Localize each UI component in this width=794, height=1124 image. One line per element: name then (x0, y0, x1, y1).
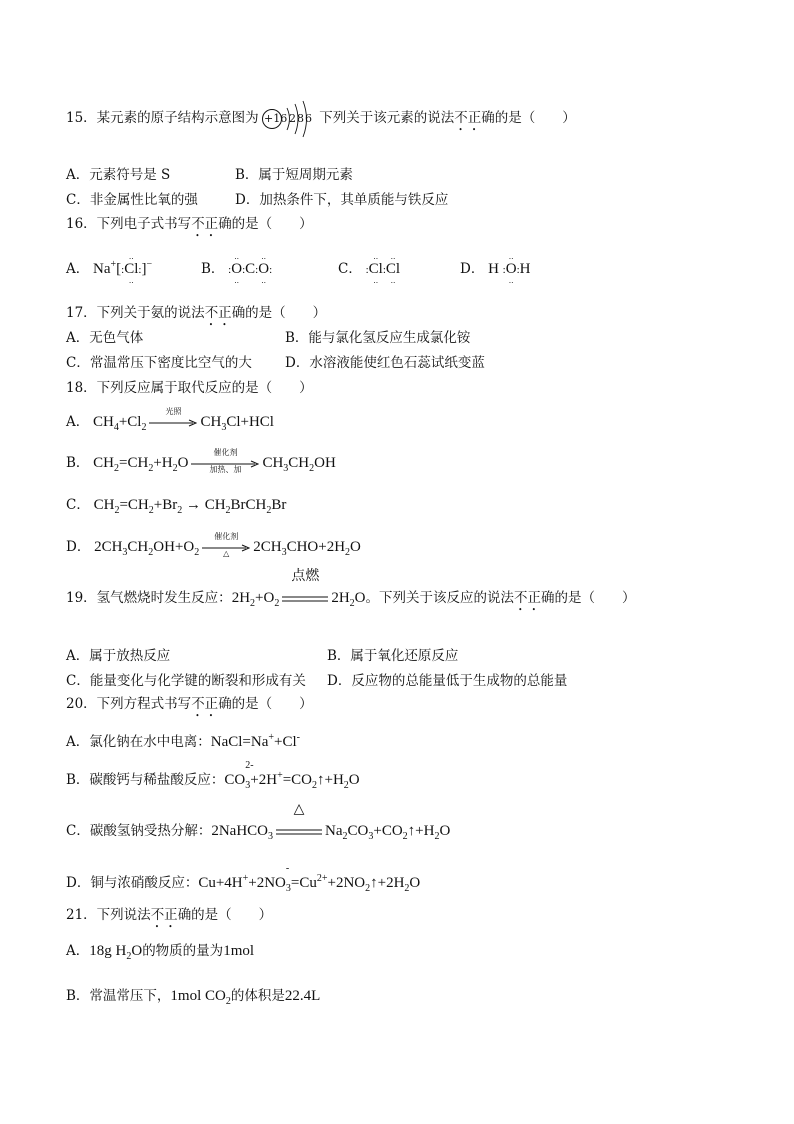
q19-option-a[interactable]: A．属于放热反应 (66, 648, 171, 664)
shell-2-count: 8 (296, 111, 304, 125)
q18-a-arrow (149, 406, 197, 432)
q20-a-text: A．氯化钠在水中电离： (66, 734, 211, 750)
q17-option-b[interactable]: B．能与氯化氢反应生成氯化铵 (285, 330, 471, 346)
q16-d-o: • • O • • (506, 260, 517, 278)
q19-option-d[interactable]: D．反应物的总能量低于生成物的总能量 (327, 673, 568, 689)
q16-b-o1: • • O • • (231, 260, 242, 278)
q17-stem (66, 304, 326, 329)
q18-b-cond-bot: 加热、加 (209, 464, 242, 474)
q20-c-cond: △ (293, 801, 305, 817)
q16-b-c: C (245, 261, 256, 277)
shell-1-count: 2 (288, 111, 296, 125)
q20-c-text: C．碳酸氢钠受热分解： (66, 823, 212, 839)
q17-stem-end: 确的是（ ） (231, 305, 327, 321)
q18-d-cond-bot: △ (223, 548, 230, 558)
q20-option-a[interactable]: A．氯化钠在水中电离：NaCl=Na++Cl- (66, 732, 300, 750)
q16-stem (66, 215, 313, 240)
q18-option-a[interactable]: A． $CH_4+Cl_2$ 光照 $CH_3Cl+HCl$ (66, 413, 274, 432)
q16-b-o2: • • O • • (258, 260, 269, 278)
q16-a-na: Na (93, 261, 111, 277)
q19-stem-end: 确的是（ ） (541, 590, 636, 606)
q15-stem (66, 109, 576, 134)
q16-option-d[interactable]: D． H :• • O • •:H (460, 260, 530, 279)
q21-stem-emph: 不正 (150, 907, 178, 923)
q16-stem-end: 确的是（ ） (218, 216, 313, 232)
q15-option-d[interactable]: D．加热条件下，其单质能与铁反应 (235, 192, 449, 208)
q16-option-c[interactable]: C． :• • Cl • •:• • Cl • • (338, 260, 400, 279)
q20-option-c[interactable]: C．碳酸氢钠受热分解：2NaHCO$_3$ △ $Na_2CO_3+CO_2↑+H_2O$ (66, 801, 451, 842)
q18-a-cond: 光照 (165, 406, 182, 416)
q16-c-cl1: • • Cl • • (369, 260, 383, 278)
q18-b-cond-top: 催化剂 (213, 447, 238, 457)
q20-stem-emph: 不正 (191, 696, 219, 712)
q20-option-b[interactable]: B．碳酸钙与稀盐酸反应：CO $_{2- 3}+2H^+=CO_2↑+H_2O$ (66, 760, 360, 791)
q15-option-c[interactable]: C．非金属性比氧的强 (66, 192, 198, 208)
q21-stem-end: 确的是（ ） (177, 907, 273, 923)
q15-stem-pre: 15．某元素的原子结构示意图为 (66, 110, 259, 126)
q19-equation: $2H_2+O_2$ 点燃 $2H_2O$ (231, 568, 366, 609)
q16-c-label: C． (338, 261, 362, 277)
q19-stem-emph: 不正 (514, 590, 542, 606)
q19-stem-mid: 。下列关于该反应的说法 (365, 590, 515, 606)
q16-b-label: B． (201, 261, 225, 277)
q21-b-tail: 的体积是 (230, 988, 285, 1004)
q16-stem-emph: 不正 (191, 216, 219, 232)
q20-stem-pre: 20．下列方程式书写 (66, 696, 192, 712)
q16-stem-pre: 16．下列电子式书写 (66, 216, 192, 232)
q20-d-text: D．铜与浓硝酸反应： (66, 875, 199, 891)
q20-b-text: B．碳酸钙与稀盐酸反应： (66, 772, 225, 788)
q17-option-c[interactable]: C．常温常压下密度比空气的大 (66, 355, 252, 371)
q18-d-arrow (202, 531, 250, 558)
q19-stem-pre: 19．氢气燃烧时发生反应： (66, 590, 232, 606)
q19-cond: 点燃 (291, 568, 320, 584)
q18-d-label: D． (66, 539, 91, 555)
q21-option-b[interactable]: B．常温常压下，1mol $CO_2$的体积是22.4L (66, 988, 321, 1007)
q20-c-equals (276, 801, 322, 841)
q18-c-label: C． (66, 497, 90, 513)
q16-option-a[interactable]: A． Na+[:• • Cl • •:]− (66, 260, 152, 279)
q16-a-cl: • • Cl • • (124, 260, 138, 278)
q16-d-label: D． (460, 261, 485, 277)
q18-stem: 18．下列反应属于取代反应的是（ ） (66, 380, 313, 396)
q19-stem (66, 568, 636, 614)
q18-b-arrow (191, 447, 259, 474)
q19-equals (282, 568, 328, 608)
q16-d-h2: H (519, 261, 531, 277)
q15-stem-end: 确的是（ ） (481, 110, 576, 126)
q18-option-c[interactable]: C． $CH_2=CH_2+Br_2$ → $CH_2BrCH_2Br$ (66, 497, 287, 516)
q16-option-b[interactable]: B． :• • O • •:C:• • O • •: (201, 260, 272, 279)
q16-c-cl2: • • Cl • • (386, 260, 400, 278)
q15-option-a[interactable]: A．元素符号是 S (66, 167, 171, 183)
q17-stem-emph: 不正 (204, 305, 232, 321)
q15-stem-emph: 不正 (454, 110, 482, 126)
q21-stem (66, 906, 272, 931)
q19-option-b[interactable]: B．属于氧化还原反应 (327, 648, 459, 664)
nucleus-charge: +16 (263, 111, 288, 125)
q20-option-d[interactable]: D．铜与浓硝酸反应：Cu+4H++2NO $_{- 3}=Cu^{2+}+2NO_2↑+2H_2O$ (66, 863, 421, 894)
q21-a-tail: 的物质的量为 (142, 943, 224, 959)
q21-stem-pre: 21．下列说法 (66, 907, 151, 923)
q18-option-d[interactable]: D． $2CH_3CH_2OH+O_2$ 催化剂 △ $2CH_3CHO+2H_2O$ (66, 538, 361, 557)
q21-option-a[interactable]: A．18g $H_2O$的物质的量为1mol (66, 943, 255, 962)
atom-structure-diagram (263, 110, 315, 128)
q18-a-label: A． (66, 414, 90, 430)
q18-d-cond-top: 催化剂 (214, 531, 239, 541)
q15-option-b[interactable]: B．属于短周期元素 (235, 167, 353, 183)
q19-option-c[interactable]: C．能量变化与化学键的断裂和形成有关 (66, 673, 306, 689)
q21-a-text: A． (66, 943, 90, 959)
q21-b-text: B．常温常压下， (66, 988, 171, 1004)
shell-3-count: 6 (304, 111, 312, 125)
q15-stem-post: 下列关于该元素的说法 (319, 110, 455, 126)
q17-option-a[interactable]: A．无色气体 (66, 330, 144, 346)
q20-stem-end: 确的是（ ） (218, 696, 313, 712)
q16-d-h1: H (488, 261, 499, 277)
q17-stem-pre: 17．下列关于氨的说法 (66, 305, 205, 321)
q20-stem (66, 695, 313, 720)
q17-option-d[interactable]: D．水溶液能使红色石蕊试纸变蓝 (285, 355, 485, 371)
q18-option-b[interactable]: B． $CH_2=CH_2+H_2O$ 催化剂 加热、加 $CH_3CH_2OH$ (66, 454, 336, 473)
q18-b-label: B． (66, 455, 90, 471)
q16-a-label: A． (66, 261, 90, 277)
